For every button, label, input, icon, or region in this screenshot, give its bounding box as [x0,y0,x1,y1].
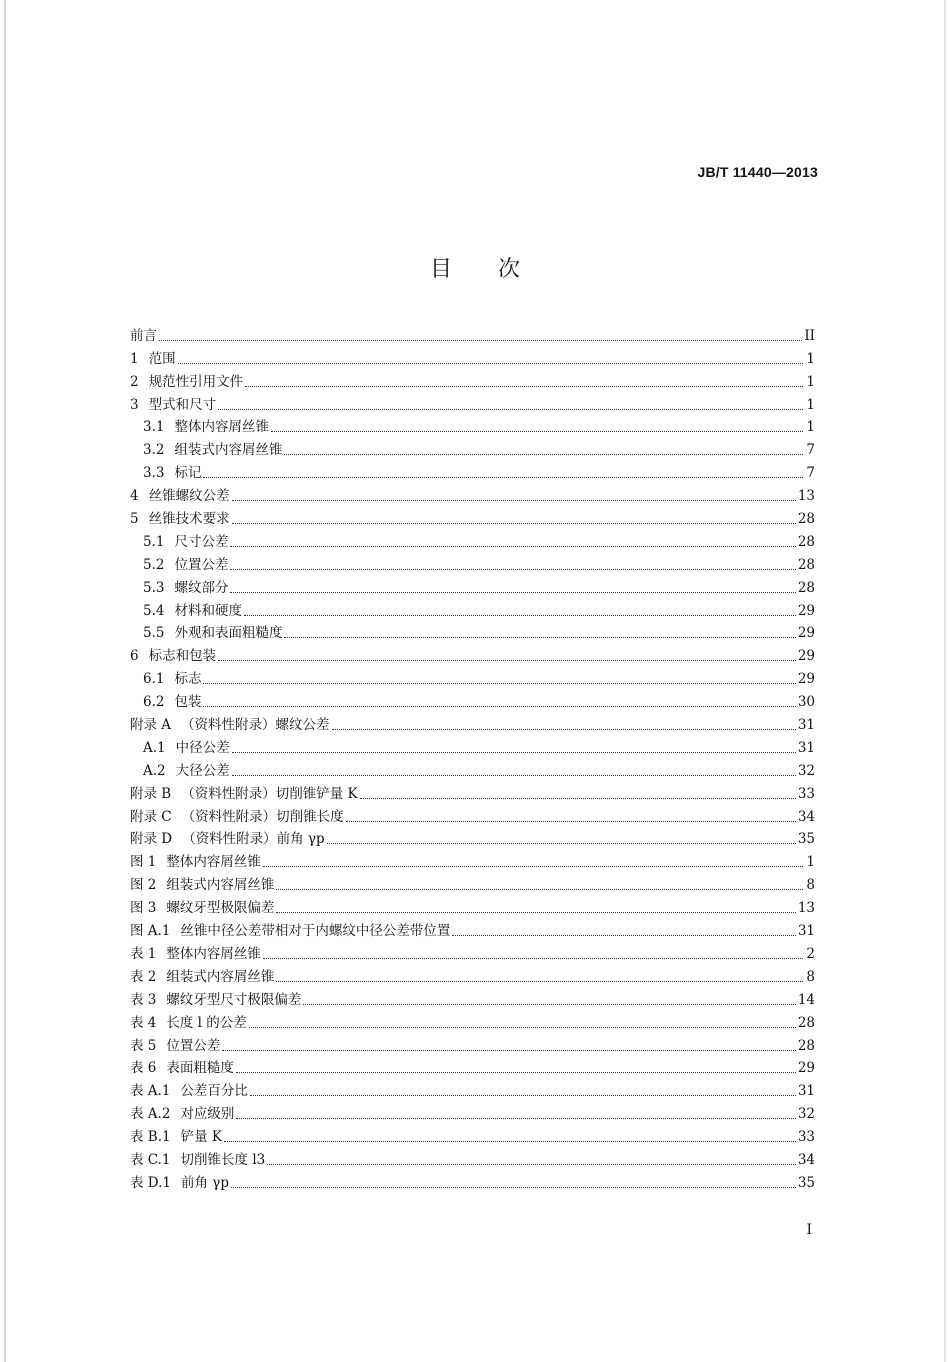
toc-entry-number: 表 3 [130,991,157,1008]
toc-entry[interactable] [130,1032,815,1055]
toc-entry-number: 表 6 [130,1060,157,1077]
toc-entry-number: 图 1 [130,854,157,871]
toc-entry[interactable] [130,597,815,620]
toc-entry-page: 29 [797,648,815,665]
toc-entry-text: 对应级别 [180,1106,235,1123]
page-left-edge [4,0,6,1362]
toc-entry-text: 包装 [174,694,202,711]
toc-entry-page: 33 [797,1129,815,1146]
toc-leader-dots [232,775,796,776]
toc-entry-label [130,1083,248,1100]
toc-entry-number: 表 4 [130,1014,157,1031]
toc-leader-dots [346,821,796,822]
toc-entry[interactable] [130,414,815,437]
toc-entry-number: 5.2 [143,556,165,573]
toc-entry-label [143,740,230,757]
toc-entry-label [143,534,228,551]
toc-leader-dots [178,363,803,364]
toc-entry-label [130,1152,265,1169]
toc-entry-text: 螺纹牙型尺寸极限偏差 [166,991,302,1008]
page-right-edge [944,0,946,1362]
toc-entry[interactable] [130,551,815,574]
toc-leader-dots [452,935,795,936]
toc-entry-number: 表 B.1 [130,1129,171,1146]
toc-entry[interactable] [130,826,815,849]
toc-entry-number: 3.3 [143,465,165,482]
toc-entry-text: 标记 [174,465,202,482]
toc-leader-dots [236,1072,796,1073]
toc-entry-label [130,511,230,528]
toc-entry-text: 位置公差 [166,1037,221,1054]
toc-entry[interactable] [130,803,815,826]
toc-leader-dots [224,1141,796,1142]
toc-entry-label [143,603,242,620]
toc-entry-label [143,580,228,597]
toc-entry-page: 7 [806,442,815,459]
toc-entry-number: 4 [130,488,139,505]
toc-leader-dots [327,843,796,844]
toc-entry-text: （资料性附录）前角 γp [182,831,325,848]
toc-leader-dots [159,340,802,341]
toc-entry-text: 整体内容屑丝锥 [166,854,261,871]
toc-entry-page: 31 [797,1083,815,1100]
toc-entry-number: 6 [130,648,139,665]
toc-entry-label [130,1038,220,1055]
toc-entry-text: 尺寸公差 [174,533,229,550]
toc-leader-dots [303,1004,795,1005]
toc-entry-number: 3 [130,396,139,413]
toc-entry-text: 组装式内容屑丝锥 [166,968,275,985]
toc-entry-number: 6.2 [143,694,165,711]
toc-entry[interactable] [130,528,815,551]
page-number: I [806,1222,812,1238]
toc-entry[interactable] [130,734,815,757]
toc-entry-text: 前言 [130,327,157,344]
toc-entry-text: 前角 γp [181,1174,230,1191]
toc-entry[interactable] [130,848,815,871]
toc-entry-page: 28 [797,556,815,573]
toc-entry-text: （资料性附录）切削锥长度 [181,808,344,825]
toc-entry-page: 29 [797,602,815,619]
toc-entry[interactable] [130,711,815,734]
toc-entry-label [130,1106,234,1123]
toc-entry[interactable] [130,574,815,597]
toc-entry-number: 附录 C [130,808,172,825]
toc-entry[interactable] [130,665,815,688]
toc-entry-page: 1 [806,350,815,367]
toc-leader-dots [249,1027,796,1028]
toc-entry-page: 29 [797,625,815,642]
toc-entry-label [130,786,358,803]
toc-entry-page: 1 [806,854,815,871]
toc-entry-page: 1 [806,419,815,436]
toc-entry-number: 附录 A [130,717,172,734]
toc-leader-dots [276,889,803,890]
toc-entry-label [130,877,274,894]
toc-entry-page: 7 [806,465,815,482]
toc-entry-label [130,1015,247,1032]
toc-entry-label [143,442,282,459]
toc-entry[interactable] [130,1169,815,1192]
toc-entry-page: 34 [797,808,815,825]
toc-entry-page: 28 [797,1037,815,1054]
toc-leader-dots [271,431,803,432]
toc-entry-text: 丝锥技术要求 [148,511,230,528]
toc-entry-label [143,625,282,642]
toc-entry-text: 型式和尺寸 [148,396,217,413]
toc-entry-page: 31 [797,923,815,940]
toc-entry-number: 表 D.1 [130,1174,172,1191]
toc-leader-dots [284,637,795,638]
toc-entry-label [130,351,176,368]
toc-entry[interactable] [130,436,815,459]
toc-entry-label [143,763,230,780]
toc-entry-page: II [804,327,815,344]
toc-entry-label [130,854,261,871]
toc-entry[interactable] [130,1077,815,1100]
toc-entry-text: 切削锥长度 l3 [180,1151,266,1168]
toc-entry-number: 3.2 [143,442,165,459]
toc-entry-text: 长度 l 的公差 [166,1014,247,1031]
toc-leader-dots [284,454,803,455]
toc-entry-text: （资料性附录）螺纹公差 [181,717,330,734]
standard-number: JB/T 11440—2013 [697,164,818,180]
toc-entry[interactable] [130,391,815,414]
toc-entry-number: 5.5 [143,625,165,642]
toc-leader-dots [203,477,803,478]
toc-entry-label [130,1060,234,1077]
toc-entry-text: 大径公差 [175,762,230,779]
toc-entry-label [130,397,216,414]
toc-entry-label [130,809,344,826]
toc-leader-dots [267,1164,796,1165]
toc-entry[interactable] [130,1055,815,1078]
toc-entry-page: 28 [797,579,815,596]
toc-entry-label [130,1129,222,1146]
toc-entry-number: 表 5 [130,1037,157,1054]
toc-entry-page: 33 [797,785,815,802]
toc-entry-text: 组装式内容屑丝锥 [174,442,283,459]
toc-entry[interactable] [130,642,815,665]
toc-entry-label [143,465,201,482]
toc-entry-page: 29 [797,1060,815,1077]
toc-entry[interactable] [130,871,815,894]
toc-entry-text: 整体内容屑丝锥 [166,945,261,962]
toc-entry[interactable] [130,1146,815,1169]
toc-leader-dots [218,409,803,410]
toc-entry[interactable] [130,322,815,345]
toc-entry-number: 5.4 [143,602,165,619]
toc-entry-number: A.1 [143,739,166,756]
toc-entry-number: 附录 B [130,785,172,802]
toc-entry-label [130,969,274,986]
toc-entry-number: 6.1 [143,671,165,688]
toc-entry-label [143,671,201,688]
toc-entry-text: 外观和表面粗糙度 [174,625,283,642]
toc-entry-label [130,1175,229,1192]
toc-entry-number: 2 [130,373,139,390]
toc-entry-label [130,923,450,940]
toc-entry[interactable] [130,482,815,505]
toc-entry-text: 位置公差 [174,556,229,573]
toc-entry[interactable] [130,620,815,643]
toc-leader-dots [263,958,803,959]
toc-entry[interactable] [130,963,815,986]
table-of-contents [130,322,815,1192]
toc-entry-label [130,488,230,505]
toc-entry-text: 材料和硬度 [174,602,242,619]
toc-entry[interactable] [130,1123,815,1146]
toc-entry-label [130,717,330,734]
toc-entry-text: 范围 [148,350,176,367]
toc-leader-dots [218,660,796,661]
toc-entry-number: 附录 D [130,831,173,848]
toc-entry-text: 整体内容屑丝锥 [174,419,269,436]
toc-entry[interactable] [130,917,815,940]
toc-leader-dots [203,683,795,684]
toc-entry-label [130,831,325,848]
toc-leader-dots [230,569,795,570]
toc-leader-dots [230,546,795,547]
toc-entry-text: 螺纹部分 [174,579,229,596]
toc-entry-page: 8 [806,968,815,985]
toc-entry-text: 规范性引用文件 [148,373,244,390]
toc-leader-dots [250,1095,796,1096]
toc-entry-page: 30 [797,694,815,711]
toc-entry-number: 表 1 [130,945,157,962]
toc-entry-text: 螺纹牙型极限偏差 [166,900,275,917]
toc-entry-number: 5.3 [143,579,165,596]
toc-entry-page: 28 [797,511,815,528]
toc-leader-dots [232,752,796,753]
toc-entry[interactable] [130,1009,815,1032]
toc-entry-text: 标志 [174,671,202,688]
toc-entry-number: 1 [130,350,139,367]
toc-entry-label [130,992,301,1009]
toc-leader-dots [276,912,795,913]
toc-entry[interactable] [130,940,815,963]
toc-entry-text: 丝锥中径公差带相对于内螺纹中径公差带位置 [180,923,451,940]
toc-entry-number: 表 2 [130,968,157,985]
toc-entry-label [130,374,243,391]
toc-entry-page: 28 [797,533,815,550]
toc-entry-text: 标志和包装 [148,648,217,665]
toc-leader-dots [232,500,796,501]
toc-entry-label [130,648,216,665]
toc-entry-label [130,946,261,963]
toc-leader-dots [231,1187,796,1188]
toc-entry-page: 34 [797,1151,815,1168]
toc-entry[interactable] [130,368,815,391]
toc-entry-page: 13 [797,900,815,917]
toc-entry-number: 表 A.1 [130,1083,171,1100]
toc-entry-page: 1 [806,373,815,390]
toc-entry-text: 公差百分比 [180,1083,248,1100]
toc-entry-page: 31 [797,739,815,756]
toc-entry[interactable] [130,894,815,917]
toc-entry-page: 29 [797,671,815,688]
toc-leader-dots [245,386,803,387]
toc-entry-page: 31 [797,717,815,734]
toc-entry-text: 组装式内容屑丝锥 [166,877,275,894]
toc-entry[interactable] [130,757,815,780]
toc-title: 目次 [429,257,566,282]
toc-entry-page: 14 [797,991,815,1008]
toc-leader-dots [236,1118,795,1119]
toc-entry-page: 8 [806,877,815,894]
toc-entry-page: 13 [797,488,815,505]
toc-leader-dots [230,592,795,593]
toc-entry-label [130,900,274,917]
toc-leader-dots [276,981,803,982]
toc-entry[interactable] [130,345,815,368]
toc-entry-number: 表 C.1 [130,1151,171,1168]
toc-entry-number: 5.1 [143,533,165,550]
toc-entry-number: 表 A.2 [130,1106,171,1123]
toc-entry-page: 28 [797,1014,815,1031]
toc-entry[interactable] [130,780,815,803]
toc-entry-number: 5 [130,511,139,528]
toc-leader-dots [332,729,796,730]
toc-leader-dots [360,798,796,799]
toc-entry-text: 中径公差 [175,739,230,756]
toc-entry-page: 2 [806,945,815,962]
toc-entry[interactable] [130,688,815,711]
toc-entry[interactable] [130,1100,815,1123]
toc-entry-label [143,694,201,711]
toc-entry-label [143,557,228,574]
toc-entry[interactable] [130,459,815,482]
toc-leader-dots [203,706,795,707]
toc-entry-label [143,419,269,436]
toc-entry-label [130,328,157,345]
toc-entry-text: 铲量 K [180,1129,222,1146]
toc-entry[interactable] [130,505,815,528]
toc-leader-dots [263,866,803,867]
toc-entry-number: 3.1 [143,419,165,436]
toc-entry-page: 32 [797,1106,815,1123]
toc-entry-number: A.2 [143,762,166,779]
toc-leader-dots [222,1050,795,1051]
toc-entry-page: 35 [797,1174,815,1191]
toc-entry-page: 35 [797,831,815,848]
toc-entry-page: 1 [806,396,815,413]
toc-entry-page: 32 [797,762,815,779]
toc-leader-dots [232,523,796,524]
toc-entry-number: 图 A.1 [130,923,171,940]
toc-entry-number: 图 3 [130,900,157,917]
toc-entry-text: 表面粗糙度 [166,1060,234,1077]
toc-leader-dots [244,615,796,616]
toc-entry-text: 丝锥螺纹公差 [148,488,230,505]
toc-entry-number: 图 2 [130,877,157,894]
toc-entry-text: （资料性附录）切削锥铲量 K [181,785,358,802]
toc-entry[interactable] [130,986,815,1009]
